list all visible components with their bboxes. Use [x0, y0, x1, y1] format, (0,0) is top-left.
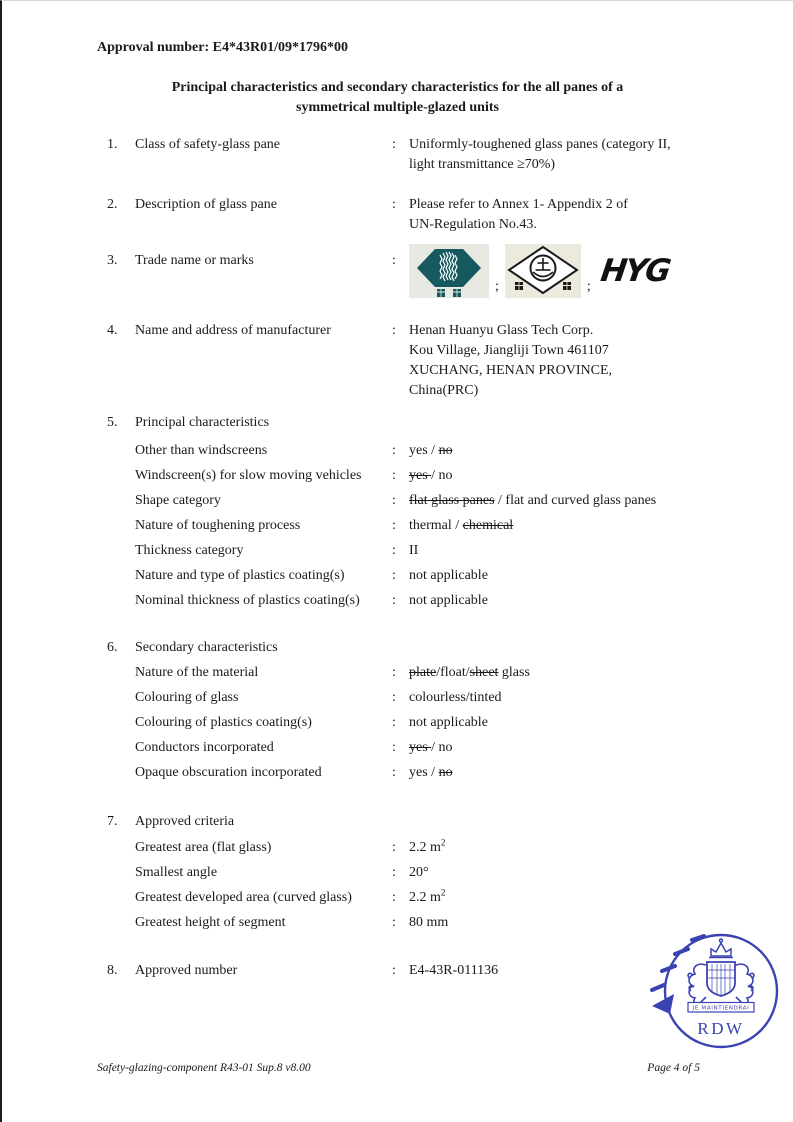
colon: : [392, 840, 396, 855]
stamp-org: RDW [697, 1019, 745, 1038]
section-label: Principal characteristics [135, 415, 270, 430]
sub-value: yes / no [409, 443, 453, 458]
item-row-2 [2, 195, 793, 235]
sub-row [2, 863, 793, 883]
sub-label: Thickness category [135, 543, 244, 558]
footer-page-number: Page 4 of 5 [647, 1062, 700, 1074]
semicolon-separator: ; [586, 279, 591, 294]
item-number: 7. [107, 814, 118, 829]
trademark-diamond-logo-icon [505, 244, 581, 298]
sub-value: plate/float/sheet glass [409, 665, 530, 680]
sub-value: not applicable [409, 568, 488, 583]
sub-value: not applicable [409, 593, 488, 608]
colon: : [392, 963, 396, 978]
sub-label: Colouring of glass [135, 690, 239, 705]
sub-value: yes / no [409, 740, 453, 755]
colon: : [392, 915, 396, 930]
sub-label: Nature of the material [135, 665, 259, 680]
lion-right-icon [736, 964, 754, 1003]
colon: : [392, 568, 396, 583]
colon: : [392, 518, 396, 533]
colon: : [392, 468, 396, 483]
sub-row [2, 566, 793, 586]
sub-label: Opaque obscuration incorporated [135, 765, 322, 780]
item-row-7 [2, 812, 793, 832]
sub-row [2, 888, 793, 908]
title-line-2: symmetrical multiple-glazed units [296, 100, 499, 115]
item-number: 1. [107, 137, 118, 152]
item-row-1 [2, 135, 793, 175]
stamp-dashes-icon [652, 936, 704, 990]
trademark-strip [409, 243, 754, 299]
colon: : [392, 443, 396, 458]
sub-label: Nature and type of plastics coating(s) [135, 568, 345, 583]
sub-label: Greatest area (flat glass) [135, 840, 272, 855]
sub-row [2, 591, 793, 611]
lion-left-icon [688, 964, 706, 1003]
colon: : [392, 890, 396, 905]
item-value: Please refer to Annex 1- Appendix 2 of UN-Regulation No.43. [409, 197, 628, 232]
title-line-1: Principal characteristics and secondary characteristics for the all panes of a [171, 80, 624, 95]
sub-value: colourless/tinted [409, 690, 502, 705]
colon: : [392, 740, 396, 755]
items-list [2, 127, 793, 981]
sub-label: Greatest height of segment [135, 915, 286, 930]
sub-row [2, 738, 793, 758]
colon: : [392, 765, 396, 780]
colon: : [392, 543, 396, 558]
sub-label: Nominal thickness of plastics coating(s) [135, 593, 360, 608]
colon: : [392, 493, 396, 508]
sub-value: 2.2 $m^2$ [409, 887, 446, 905]
sub-label: Nature of toughening process [135, 518, 301, 533]
footer-document-id: Safety-glazing-component R43-01 Sup.8 v8.00 [97, 1062, 311, 1074]
item-row-5 [2, 413, 793, 433]
item-number: 6. [107, 640, 118, 655]
colon: : [392, 197, 396, 212]
sub-label: Colouring of plastics coating(s) [135, 715, 312, 730]
item-number: 5. [107, 415, 118, 430]
colon: : [392, 593, 396, 608]
sub-row [2, 713, 793, 733]
crown-icon [709, 939, 733, 958]
sub-row [2, 763, 793, 783]
item-label: Name and address of manufacturer [135, 323, 331, 338]
sub-value: yes / no [409, 765, 453, 780]
item-row-4 [2, 321, 793, 401]
sub-label: Conductors incorporated [135, 740, 274, 755]
sub-value: 80 mm [409, 915, 449, 930]
stamp-wedge-icon [652, 994, 674, 1014]
sub-label: Windscreen(s) for slow moving vehicles [135, 468, 362, 483]
item-row-3 [2, 243, 793, 299]
item-number: 3. [107, 253, 118, 268]
colon: : [392, 690, 396, 705]
stamp-motto: JE MAINTIENDRAI [692, 1005, 750, 1012]
sub-row [2, 838, 793, 858]
sub-value: 2.2 $m^2$ [409, 837, 446, 855]
section-label: Approved criteria [135, 814, 235, 829]
sub-row [2, 541, 793, 561]
item-number: 2. [107, 197, 118, 212]
colon: : [392, 323, 396, 338]
section-label: Secondary characteristics [135, 640, 278, 655]
colon: : [392, 665, 396, 680]
colon: : [392, 137, 396, 152]
item-row-6 [2, 638, 793, 658]
item-label: Approved number [135, 963, 238, 978]
trademark-hexagon-logo-icon [409, 244, 489, 298]
item-label: Description of glass pane [135, 197, 277, 212]
sub-value: flat glass panes / flat and curved glass panes [409, 493, 657, 508]
sub-value: 20° [409, 865, 429, 880]
item-label: Class of safety-glass pane [135, 137, 281, 152]
sub-row [2, 663, 793, 683]
item-number: 8. [107, 963, 118, 978]
sub-value: not applicable [409, 715, 488, 730]
item-value [409, 243, 754, 299]
colon: : [392, 253, 396, 268]
sub-label: Greatest developed area (curved glass) [135, 890, 352, 905]
shield-icon [707, 962, 735, 996]
item-value: Henan Huanyu Glass Tech Corp. Kou Village, Jiangliji Town 461107 XUCHANG, HENAN PROVINCE, China(PRC) [409, 323, 612, 398]
sub-row [2, 441, 793, 461]
sub-row [2, 466, 793, 486]
sub-row [2, 516, 793, 536]
sub-row [2, 491, 793, 511]
trademark-hyg-wordmark: HYG [598, 253, 672, 289]
approval-number: Approval number: E4*43R01/09*1796*00 [97, 40, 348, 55]
sub-value: II [409, 543, 419, 558]
item-value: Uniformly-toughened glass panes (category II, light transmittance ≥70%) [409, 137, 671, 172]
item-number: 4. [107, 323, 118, 338]
colon: : [392, 865, 396, 880]
sub-row [2, 688, 793, 708]
semicolon-separator: ; [495, 279, 499, 294]
colon: : [392, 715, 396, 730]
sub-label: Other than windscreens [135, 443, 268, 458]
document-title [2, 78, 793, 118]
item-value: E4-43R-011136 [409, 963, 499, 978]
rdw-stamp [642, 926, 792, 1061]
sub-value: yes / no [409, 468, 453, 483]
sub-value: thermal / chemical [409, 518, 514, 533]
sub-label: Shape category [135, 493, 221, 508]
item-label: Trade name or marks [135, 253, 254, 268]
sub-label: Smallest angle [135, 865, 218, 880]
